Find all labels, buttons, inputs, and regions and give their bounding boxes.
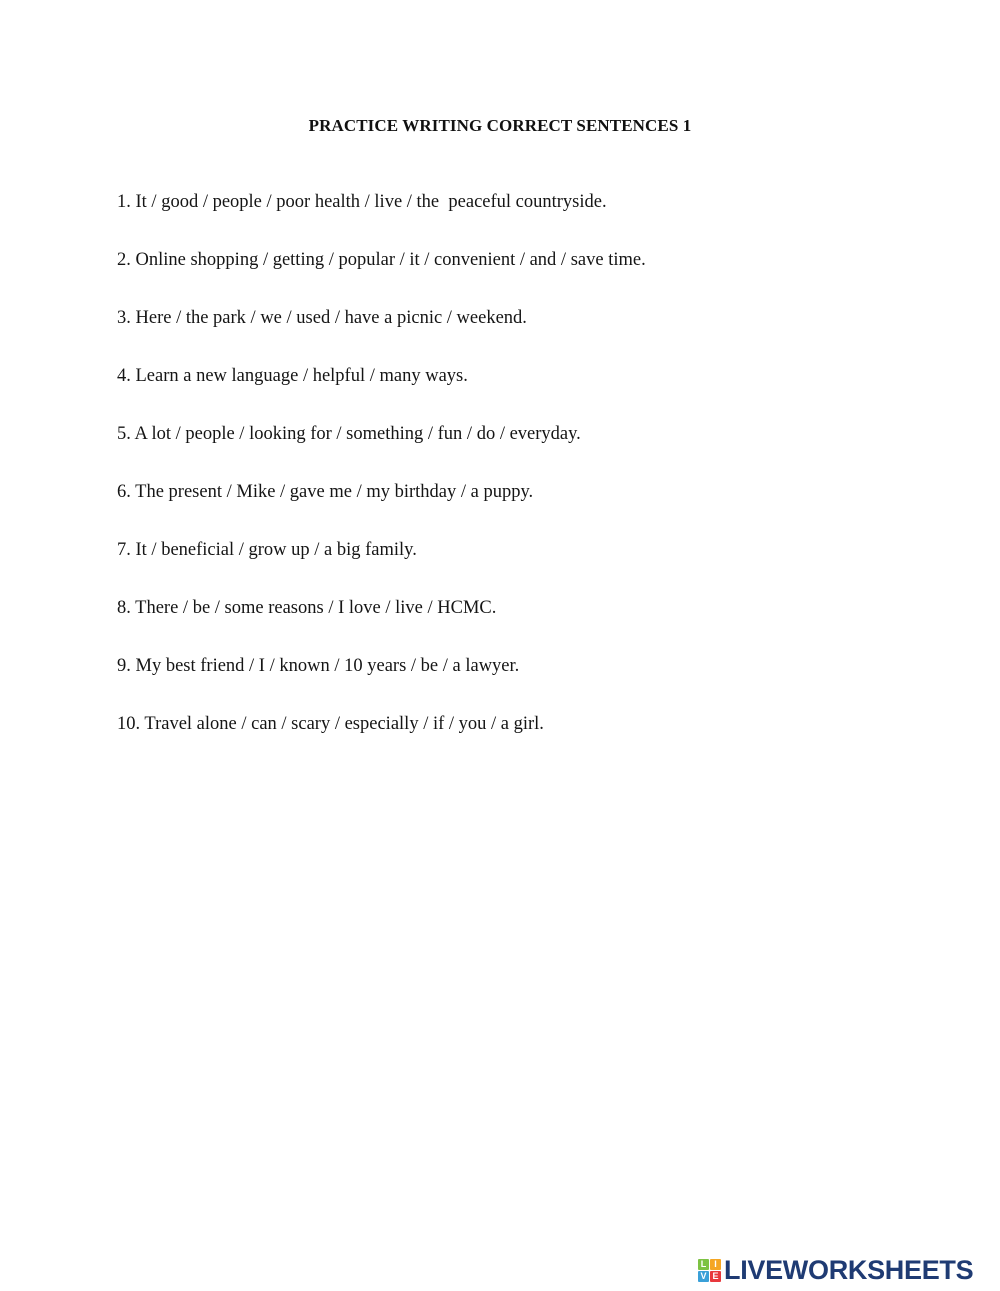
sentence-item-4: 4. Learn a new language / helpful / many ways.	[117, 366, 468, 386]
sentence-item-1: 1. It / good / people / poor health / live / the peaceful countryside.	[117, 192, 607, 212]
worksheet-title: PRACTICE WRITING CORRECT SENTENCES 1	[308, 116, 692, 135]
liveworksheets-logo-icon	[698, 1259, 721, 1282]
sentence-list	[117, 191, 646, 771]
sentence-item-5: 5. A lot / people / looking for / something / fun / do / everyday.	[117, 424, 581, 444]
sentence-item-9: 9. My best friend / I / known / 10 years / be / a lawyer.	[117, 656, 520, 676]
liveworksheets-logo	[698, 1257, 973, 1283]
sentence-item-6: 6. The present / Mike / gave me / my birthday / a puppy.	[117, 482, 534, 502]
logo-letter-i: I	[710, 1259, 721, 1270]
logo-text: LIVEWORKSHEETS	[724, 1255, 974, 1285]
sentence-item-2: 2. Online shopping / getting / popular / it / convenient / and / save time.	[117, 250, 646, 270]
logo-letter-l: L	[698, 1259, 709, 1270]
sentence-item-7: 7. It / beneficial / grow up / a big family.	[117, 540, 417, 560]
logo-letter-v: V	[698, 1271, 709, 1282]
sentence-item-3: 3. Here / the park / we / used / have a picnic / weekend.	[117, 308, 527, 328]
logo-letter-e: E	[710, 1271, 721, 1282]
sentence-item-8: 8. There / be / some reasons / I love / live / HCMC.	[117, 598, 497, 618]
sentence-item-10: 10. Travel alone / can / scary / especially / if / you / a girl.	[117, 714, 544, 734]
